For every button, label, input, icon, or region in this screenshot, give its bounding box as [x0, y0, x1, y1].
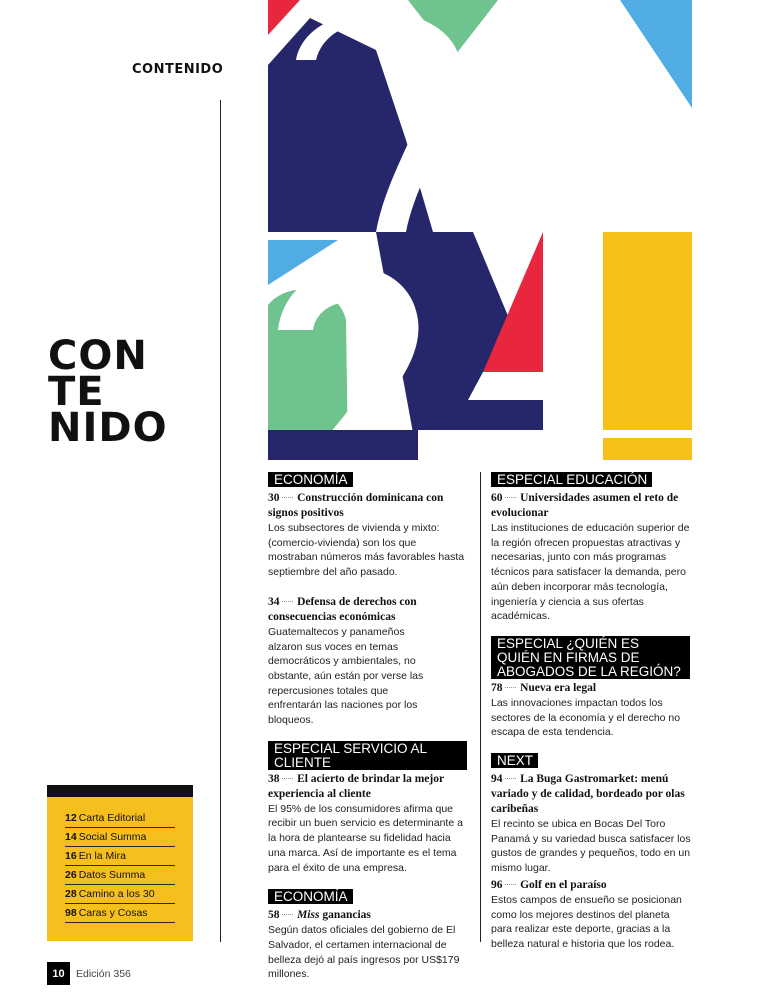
article-summary: Guatemaltecos y panameños alzaron sus voces en temas democráticos y ambientales, no obstante, aún están por verse las repercusiones totales que enfrentarán las naciones por los bloqueos.	[268, 625, 424, 727]
page-number: 96	[491, 878, 503, 891]
section-link-label: Caras y Cosas	[78, 907, 148, 919]
section-tag: ECONOMÍA	[268, 889, 353, 904]
section-page-number: 98	[65, 907, 77, 919]
dot-leader: ······	[281, 911, 294, 920]
article-summary: Las instituciones de educación superior de la región ofrecen propuestas atractivas y necesarias, junto con más programas técnicos para satisfacer la demanda, pero aún deben incorporar más tecnología, ingeniería y ciencia a sus ofertas académicas.	[491, 522, 690, 623]
section-link[interactable]	[65, 904, 175, 923]
section-link[interactable]	[65, 828, 175, 847]
page-number: 94	[491, 773, 503, 786]
article-title-text: El acierto de brindar la mejor experiencia al cliente	[268, 772, 444, 800]
article-title-text: ganancias	[319, 909, 371, 922]
section-link-label: En la Mira	[78, 850, 126, 862]
article-title[interactable]	[491, 772, 691, 817]
big-title-line: NIDO	[48, 405, 168, 451]
article-title[interactable]	[268, 772, 468, 802]
dot-leader: ······	[504, 494, 517, 502]
section-page-number: 28	[65, 888, 77, 900]
left-column	[268, 471, 468, 982]
section-link-label: Datos Summa	[78, 869, 146, 881]
sections-box-header-bar	[47, 785, 193, 797]
article-summary: Según datos oficiales del gobierno de El Salvador, el certamen internacional de belleza dejó al país ingresos por US$179 millones.	[268, 924, 460, 981]
section-page-number: 14	[65, 831, 77, 843]
section-abogados	[491, 636, 691, 740]
big-title-line: CON	[48, 333, 148, 379]
page-number: 58	[268, 909, 280, 922]
section-link-label: Camino a los 30	[78, 888, 155, 900]
big-title-line: TE	[48, 369, 105, 415]
column-divider	[480, 472, 481, 942]
article-title-italic: Miss	[297, 909, 320, 922]
article-title[interactable]	[491, 878, 691, 893]
dot-leader: ······	[281, 597, 294, 606]
dot-leader: ······	[281, 494, 294, 502]
article-title[interactable]	[491, 491, 691, 521]
section-tag: ESPECIAL ¿QUIÉN ES QUIÉN EN FIRMAS DE ABOGADOS DE LA REGIÓN?	[491, 636, 690, 679]
article-summary: Los subsectores de vivienda y mixto: (comercio-vivienda) son los que mostraban números más favorables hasta septiembre del año pasado.	[268, 522, 465, 579]
dot-leader: ······	[504, 775, 517, 784]
article-summary: Estos campos de ensueño se posicionan como los mejores destinos del planeta para realizar este deporte, gracias a la belleza natural e historia que los rodea.	[491, 893, 682, 950]
page-number-badge: 10	[47, 962, 70, 985]
edition-label: Edición 356	[76, 967, 131, 980]
section-tag: ESPECIAL EDUCACIÓN	[491, 472, 652, 487]
section-page-number: 16	[65, 850, 77, 862]
section-link-label: Social Summa	[78, 831, 147, 843]
right-column	[491, 471, 691, 952]
article-summary: El 95% de los consumidores afirma que recibir un buen servicio es determinante a la hora de plantearse su fidelidad hacia una marca. Así de importante es el tema para el éxito de una empresa.	[268, 802, 463, 874]
sections-box	[47, 785, 193, 941]
page-number: 38	[268, 772, 280, 785]
section-link[interactable]	[65, 809, 175, 828]
section-link-label: Carta Editorial	[78, 812, 146, 824]
article-summary: El recinto se ubica en Bocas Del Toro Panamá y su variedad busca satisfacer los gustos de grandes y pequeños, todo en un mismo lugar.	[491, 818, 691, 875]
article-summary: Las innovaciones impactan todos los sectores de la economía y el derecho no escapa de esta tendencia.	[491, 696, 681, 739]
article-title[interactable]	[491, 681, 691, 696]
article-title[interactable]	[268, 908, 468, 923]
section-page-number: 26	[65, 869, 77, 881]
section-tag: ESPECIAL SERVICIO AL CLIENTE	[268, 741, 467, 770]
article-title[interactable]	[268, 595, 468, 625]
section-economia-2	[268, 888, 468, 982]
page-footer	[47, 962, 131, 985]
section-economia	[268, 471, 468, 728]
section-servicio-cliente	[268, 741, 468, 876]
year-2024-artwork	[268, 0, 692, 460]
section-educacion	[491, 471, 691, 624]
dot-leader: ······	[281, 774, 294, 783]
dot-leader: ······	[504, 880, 517, 889]
section-next	[491, 752, 691, 952]
section-tag: NEXT	[491, 753, 538, 768]
article-title-text: Defensa de derechos con consecuencias económicas	[268, 595, 417, 623]
article-title-text: Golf en el paraíso	[520, 878, 607, 891]
page-number: 60	[491, 492, 503, 504]
dot-leader: ······	[504, 683, 517, 692]
article-title-text: La Buga Gastromarket: menú variado y de calidad, bordeado por olas caribeñas	[491, 773, 685, 816]
sections-list	[65, 809, 175, 923]
section-link[interactable]	[65, 885, 175, 904]
vertical-divider	[220, 100, 221, 942]
article-title[interactable]	[268, 491, 468, 521]
article-title-text: Construcción dominicana con signos positivos	[268, 492, 444, 519]
section-link[interactable]	[65, 847, 175, 866]
big-title	[48, 333, 168, 451]
page-number: 78	[491, 681, 503, 694]
page-number: 34	[268, 595, 280, 608]
article-title-text: Nueva era legal	[520, 681, 597, 694]
page-number: 30	[268, 492, 280, 504]
section-tag: ECONOMÍA	[268, 472, 353, 487]
section-link[interactable]	[65, 866, 175, 885]
page-header-label: CONTENIDO	[132, 62, 224, 77]
section-page-number: 12	[65, 812, 77, 824]
article-title-text: Universidades asumen el reto de evolucionar	[491, 492, 679, 519]
